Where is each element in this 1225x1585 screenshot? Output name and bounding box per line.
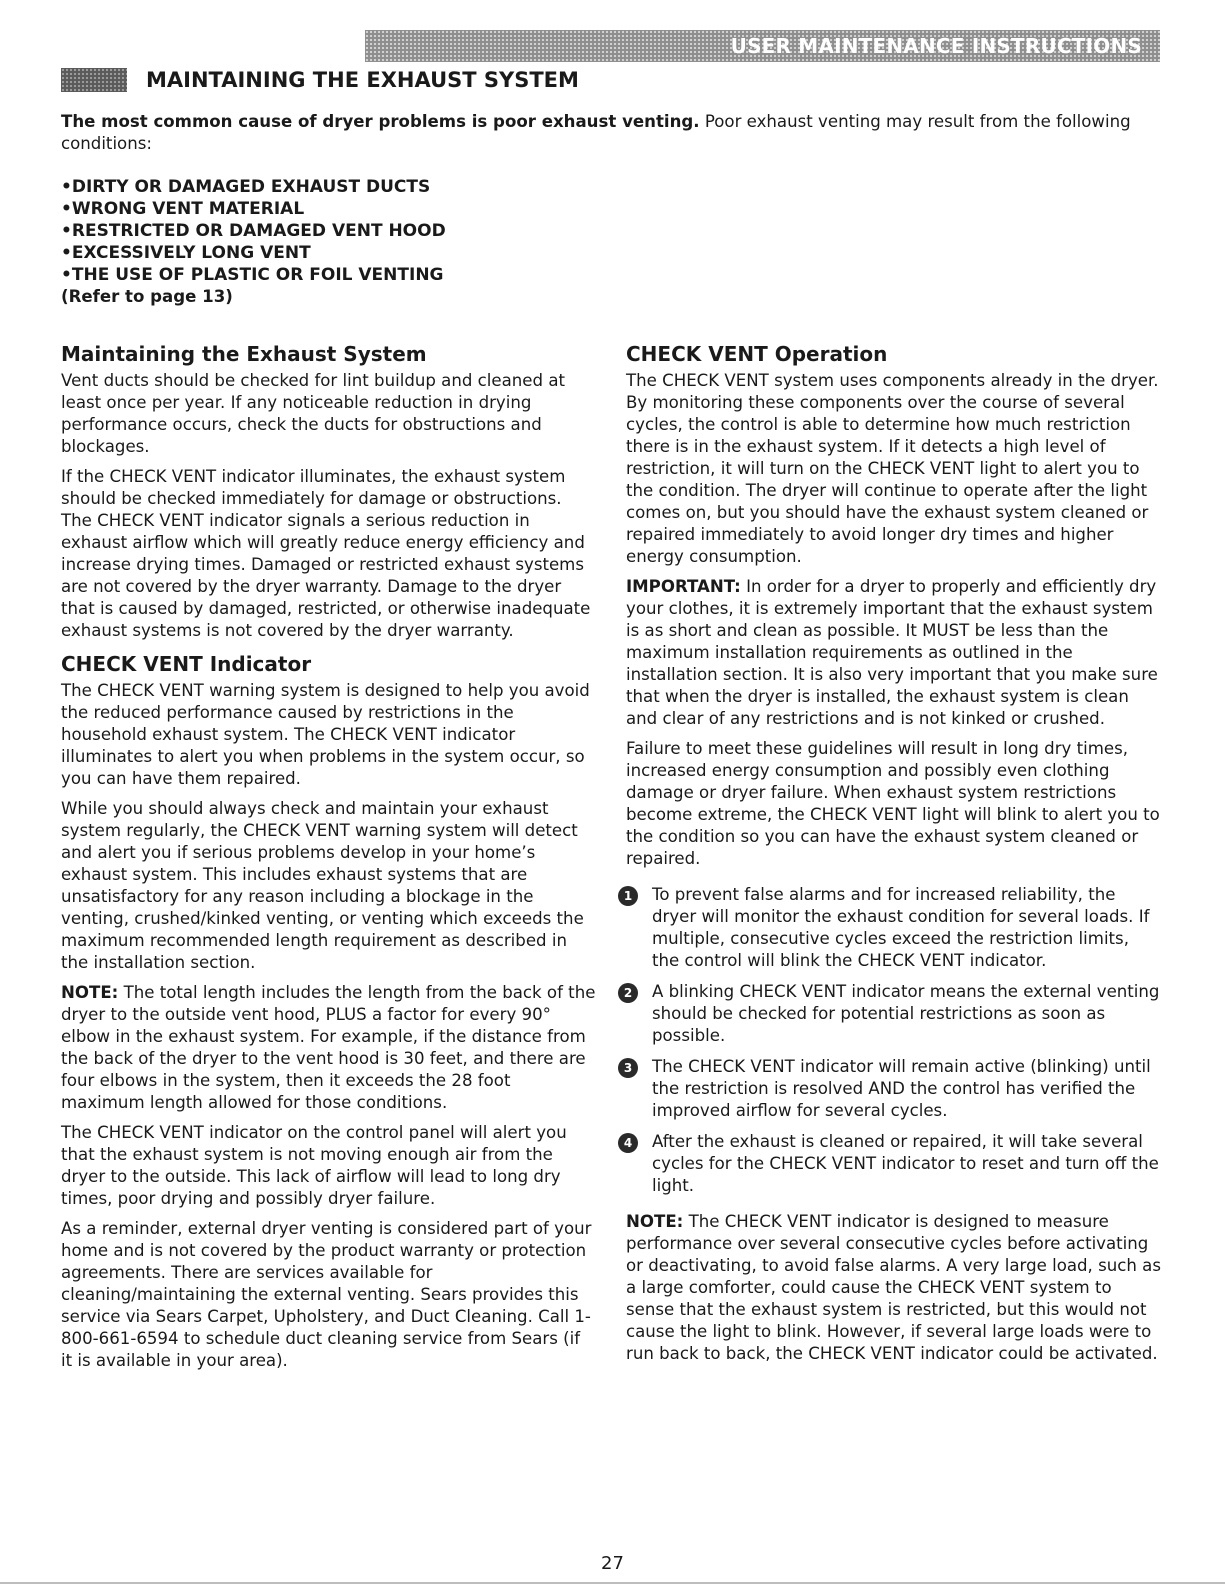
step-text: The CHECK VENT indicator will remain active (blinking) until the restriction is resolved AND the control has verified the improved airflow for several cycles. bbox=[652, 1057, 1151, 1120]
paragraph: The CHECK VENT warning system is designed to help you avoid the reduced performance caused by restrictions in the household exhaust system. The CHECK VENT indicator illuminates to alert you when problems in the system occur, so you can have them repaired. bbox=[61, 681, 590, 788]
step-number-icon: 2 bbox=[618, 983, 638, 1003]
paragraph: The CHECK VENT indicator on the control panel will alert you that the exhaust system is not moving enough air from the dryer to the outside. This lack of airflow will lead to long dry times, poor drying and possibly dryer failure. bbox=[61, 1123, 567, 1208]
paragraph: Vent ducts should be checked for lint buildup and cleaned at least once per year. If any noticeable reduction in drying performance occurs, check the ducts for obstructions and blockages. bbox=[61, 371, 565, 456]
note-text: The total length includes the length from the back of the dryer to the outside vent hood, PLUS a factor for every 90° elbow in the exhaust system. For example, if the distance from the back of the dryer to the vent hood is 30 feet, and there are four elbows in the system, then it exceeds the 28 foot maximum length allowed for those conditions. bbox=[61, 983, 596, 1112]
list-item bbox=[623, 884, 1161, 972]
indicator-heading: CHECK VENT Indicator bbox=[61, 652, 312, 676]
step-text: A blinking CHECK VENT indicator means the external venting should be checked for potential restrictions as soon as possible. bbox=[652, 982, 1160, 1045]
list-item: • EXCESSIVELY LONG VENT bbox=[61, 242, 446, 264]
step-number-icon: 4 bbox=[618, 1133, 638, 1153]
step-text: After the exhaust is cleaned or repaired, it will take several cycles for the CHECK VENT indicator to reset and turn off the light. bbox=[652, 1132, 1159, 1195]
note-paragraph bbox=[61, 982, 596, 1114]
paragraph: If the CHECK VENT indicator illuminates, the exhaust system should be checked immediately for damage or obstructions. The CHECK VENT indicator signals a serious reduction in exhaust airflow which will greatly reduce energy efficiency and increase drying times. Damaged or restricted exhaust systems are not covered by the dryer warranty. Damage to the dryer that is caused by damaged, restricted, or otherwise inadequate exhaust systems is not covered by the dryer warranty. bbox=[61, 467, 591, 640]
note-text: The CHECK VENT indicator is designed to measure performance over several consecutive cycles before activating or deactivating, to avoid false alarms. A very large load, such as a large comforter, could cause the CHECK VENT system to sense that the exhaust system is restricted, but this would not cause the light to blink. However, if several large loads were to run back to back, the CHECK VENT indicator could be activated. bbox=[626, 1212, 1161, 1363]
note-label: NOTE: bbox=[61, 983, 119, 1002]
paragraph: The CHECK VENT system uses components already in the dryer. By monitoring these components over the course of several cycles, the control is able to determine how much restriction there is in the exhaust system. If it detects a high level of restriction, it will turn on the CHECK VENT light to alert you to the condition. The dryer will continue to operate after the light comes on, but you should have the exhaust system cleaned or repaired immediately to avoid longer dry times and higher energy consumption. bbox=[626, 371, 1159, 566]
note-paragraph bbox=[626, 1211, 1161, 1365]
intro-lead: The most common cause of dryer problems is poor exhaust venting. bbox=[61, 112, 700, 131]
list-item: • THE USE OF PLASTIC OR FOIL VENTING bbox=[61, 264, 446, 286]
important-paragraph bbox=[626, 576, 1161, 730]
step-number-icon: 1 bbox=[618, 886, 638, 906]
important-label: IMPORTANT: bbox=[626, 577, 741, 596]
step-number-icon: 3 bbox=[618, 1058, 638, 1078]
conditions-list bbox=[61, 176, 446, 286]
page-number: 27 bbox=[601, 1553, 624, 1574]
note-label: NOTE: bbox=[626, 1212, 684, 1231]
step-text: To prevent false alarms and for increased reliability, the dryer will monitor the exhaust condition for several loads. If multiple, consecutive cycles exceed the restriction limits, the control will blink the CHECK VENT indicator. bbox=[652, 885, 1150, 970]
section-marker-block bbox=[61, 68, 127, 92]
list-item: • WRONG VENT MATERIAL bbox=[61, 198, 446, 220]
list-item bbox=[623, 1131, 1161, 1197]
paragraph: Failure to meet these guidelines will result in long dry times, increased energy consumption and possibly even clothing damage or dryer failure. When exhaust system restrictions become extreme, the CHECK VENT light will blink to alert you to the condition so you can have the exhaust system cleaned or repaired. bbox=[626, 739, 1160, 868]
bottom-rule bbox=[0, 1582, 1225, 1584]
important-text: In order for a dryer to properly and efficiently dry your clothes, it is extremely important that the exhaust system is as short and clean as possible. It MUST be less than the maximum installation requirements as outlined in the installation section. It is also very important that you make sure that when the dryer is installed, the exhaust system is clean and clear of any restrictions and is not kinked or crushed. bbox=[626, 577, 1158, 728]
header-banner bbox=[365, 30, 1160, 62]
list-item: • RESTRICTED OR DAMAGED VENT HOOD bbox=[61, 220, 446, 242]
list-item bbox=[623, 1056, 1161, 1122]
section-title: MAINTAINING THE EXHAUST SYSTEM bbox=[146, 68, 579, 92]
intro-paragraph bbox=[61, 111, 1156, 155]
intro-rest: Poor exhaust venting may result from the following conditions: bbox=[61, 112, 1131, 153]
list-item bbox=[623, 981, 1161, 1047]
paragraph: As a reminder, external dryer venting is considered part of your home and is not covered by the product warranty or protection agreements. There are services available for cleaning/maintaining the external venting. Sears provides this service via Sears Carpet, Upholstery, and Duct Cleaning. Call 1-800-661-6594 to schedule duct cleaning service from Sears (if it is available in your area). bbox=[61, 1219, 592, 1370]
list-item: • DIRTY OR DAMAGED EXHAUST DUCTS bbox=[61, 176, 446, 198]
header-banner-text: USER MAINTENANCE INSTRUCTIONS bbox=[730, 34, 1142, 58]
page-reference: (Refer to page 13) bbox=[61, 287, 233, 306]
right-column bbox=[623, 340, 1161, 1373]
steps-list bbox=[623, 884, 1161, 1197]
maintaining-heading: Maintaining the Exhaust System bbox=[61, 342, 427, 366]
operation-heading: CHECK VENT Operation bbox=[626, 342, 888, 366]
paragraph: While you should always check and maintain your exhaust system regularly, the CHECK VENT warning system will detect and alert you if serious problems develop in your home’s exhaust system. This includes exhaust systems that are unsatisfactory for any reason including a blockage in the venting, crushed/kinked venting, or venting which exceeds the maximum recommended length requirement as described in the installation section. bbox=[61, 799, 584, 972]
left-column bbox=[61, 340, 596, 1380]
